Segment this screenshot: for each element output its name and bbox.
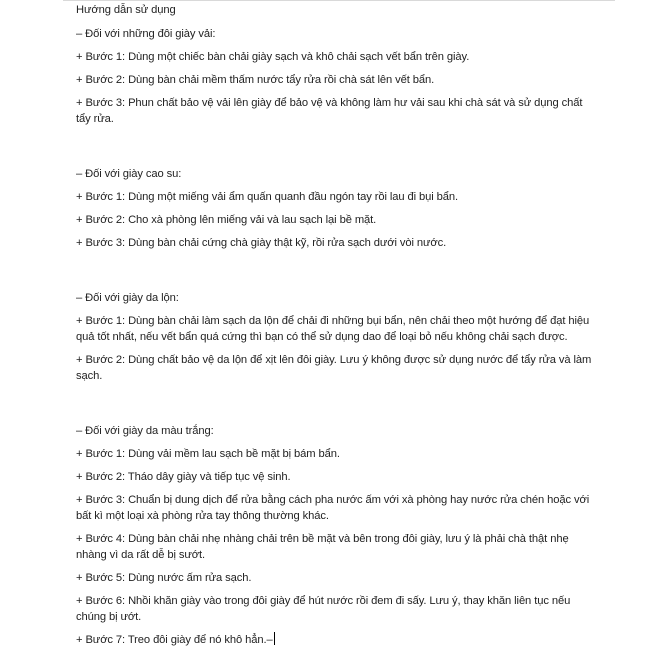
step-item: + Bước 2: Dùng chất bảo vệ da lộn để xịt lên đôi giày. Lưu ý không được sử dụng nước để tẩy rửa và làm sạch. xyxy=(76,354,592,382)
step-item: + Bước 3: Phun chất bảo vệ vải lên giày để bảo vệ và không làm hư vải sau khi chà sát và sử dụng chất tẩy rửa. xyxy=(76,97,583,125)
step-item: + Bước 5: Dùng nước ấm rửa sạch. xyxy=(76,572,252,584)
step-item: + Bước 7: Treo đôi giày để nó khô hẳn.– xyxy=(76,634,273,646)
section-heading-rubber-shoes: – Đối với giày cao su: xyxy=(76,168,182,180)
document-title: Hướng dẫn sử dụng xyxy=(76,4,176,16)
section-heading-white-leather-shoes: – Đối với giày da màu trắng: xyxy=(76,425,214,437)
text-cursor xyxy=(274,632,275,645)
section-spacer xyxy=(76,391,596,423)
document-body[interactable] xyxy=(76,2,596,655)
step-item: + Bước 3: Chuẩn bị dung dịch để rửa bằng cách pha nước ấm với xà phòng hay nước rửa chén hoặc với bất kì một loại xà phòng rửa tay thông thường khác. xyxy=(76,494,590,522)
section-heading-suede-shoes: – Đối với giày da lộn: xyxy=(76,292,179,304)
step-item: + Bước 2: Cho xà phòng lên miếng vải và lau sạch lại bề mặt. xyxy=(76,214,377,226)
last-step-line xyxy=(76,632,596,648)
step-item: + Bước 1: Dùng một miếng vải ẩm quấn quanh đầu ngón tay rồi lau đi bụi bẩn. xyxy=(76,191,459,203)
step-item: + Bước 1: Dùng vải mềm lau sạch bề mặt bị bám bẩn. xyxy=(76,448,340,460)
step-item: + Bước 6: Nhồi khăn giày vào trong đôi giày để hút nước rồi đem đi sấy. Lưu ý, thay khăn liên tục nếu chúng bị ướt. xyxy=(76,595,571,623)
step-item: + Bước 2: Tháo dây giày và tiếp tục vệ sinh. xyxy=(76,471,291,483)
section-heading-canvas-shoes: – Đối với những đôi giày vải: xyxy=(76,28,216,40)
step-item: + Bước 3: Dùng bàn chải cứng chà giày thật kỹ, rồi rửa sạch dưới vòi nước. xyxy=(76,237,447,249)
step-item: + Bước 1: Dùng một chiếc bàn chải giày sạch và khô chải sạch vết bẩn trên giày. xyxy=(76,51,470,63)
page-top-border xyxy=(63,0,615,1)
step-item: + Bước 4: Dùng bàn chải nhẹ nhàng chải trên bề mặt và bên trong đôi giày, lưu ý là phải chà thật nhẹ nhàng vì da rất dễ bị sướt. xyxy=(76,533,569,561)
step-item: + Bước 1: Dùng bàn chải làm sạch da lộn để chải đi những bụi bẩn, nên chải theo một hướng để đạt hiệu quả tốt nhất, nếu vết bẩn quá cứng thì bạn có thể sử dụng dao để loại bỏ nếu không chải sạch được. xyxy=(76,315,590,343)
step-item: + Bước 2: Dùng bàn chải mềm thấm nước tẩy rửa rồi chà sát lên vết bẩn. xyxy=(76,74,435,86)
section-spacer xyxy=(76,258,596,290)
section-spacer xyxy=(76,134,596,166)
